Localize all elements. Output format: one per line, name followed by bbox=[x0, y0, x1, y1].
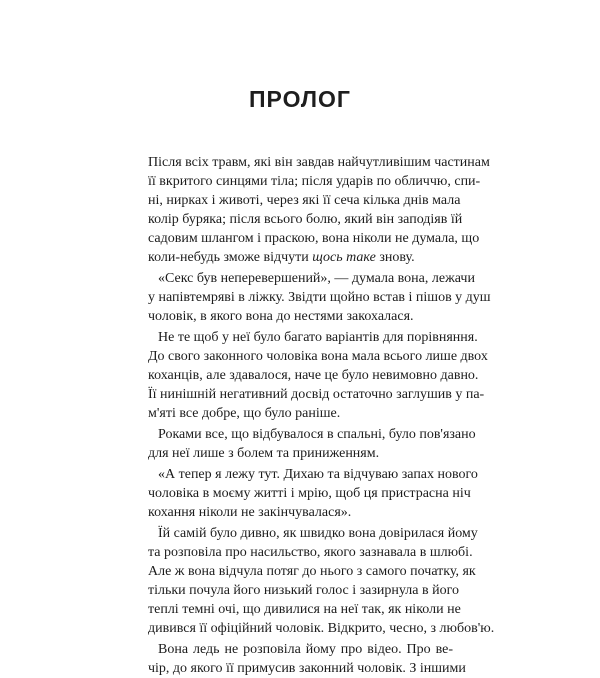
text-line: Її нинішній негативний досвід остаточно заглушив у па- bbox=[148, 387, 485, 402]
text-line: коханців, але здавалося, наче це було невимовно давно. bbox=[148, 368, 479, 383]
paragraph-1 bbox=[148, 153, 490, 267]
text-line: До свого законного чоловіка вона мала всього лише двох bbox=[148, 349, 488, 364]
text-line: чір, до якого її примусив законний чоловік. З іншими bbox=[148, 661, 466, 676]
text-line: Не те щоб у неї було багато варіантів для порівняння. bbox=[158, 330, 478, 345]
emphasis-text: щось таке bbox=[312, 250, 376, 265]
text-line: Вона ледь не розповіла йому про відео. Про ве- bbox=[158, 642, 453, 657]
paragraph-5 bbox=[148, 465, 478, 522]
text-line: Їй самій було дивно, як швидко вона довірилася йому bbox=[158, 526, 478, 541]
text-line: Після всіх травм, які він завдав найчутливішим частинам bbox=[148, 155, 490, 170]
text-line: тільки почула його низький голос і зазирнула в його bbox=[148, 583, 459, 598]
text-line: садовим шлангом і праскою, вона ніколи не думала, що bbox=[148, 231, 480, 246]
text-line: у напівтемряві в ліжку. Звідти щойно встав і пішов у душ bbox=[148, 290, 491, 305]
text-line: її вкритого синцями тіла; після ударів по обличчю, спи- bbox=[148, 174, 481, 189]
text-run: коли-небудь зможе відчути bbox=[148, 250, 313, 265]
paragraph-4 bbox=[148, 425, 476, 463]
text-line: для неї лише з болем та приниженням. bbox=[148, 446, 380, 461]
text-line: та розповіла про насильство, якого зазнавала в шлюбі. bbox=[148, 545, 473, 560]
text-line: «Секс був неперевершений», — думала вона, лежачи bbox=[158, 271, 475, 286]
chapter-body bbox=[148, 153, 495, 678]
paragraph-3 bbox=[148, 328, 488, 423]
text-line: колір буряка; після всього болю, який він заподіяв їй bbox=[148, 212, 463, 227]
text-line: чоловік, в якого вона до нестями закохалася. bbox=[148, 309, 414, 324]
text-line: кохання ніколи не закінчувалася». bbox=[148, 505, 352, 520]
text-line bbox=[148, 248, 453, 267]
text-line: теплі темні очі, що дивилися на неї так, як ніколи не bbox=[148, 602, 461, 617]
chapter-title: ПРОЛОГ bbox=[249, 86, 351, 112]
text-line: чоловіка в моєму житті і мрію, щоб ця пристрасна ніч bbox=[148, 486, 471, 501]
paragraph-7 bbox=[148, 640, 466, 678]
paragraph-6 bbox=[148, 524, 495, 638]
text-run: знову. bbox=[375, 250, 415, 265]
text-line: «А тепер я лежу тут. Дихаю та відчуваю запах нового bbox=[158, 467, 478, 482]
paragraph-2 bbox=[148, 269, 491, 326]
text-line: дивився її офіційний чоловік. Відкрито, чесно, з любов'ю. bbox=[148, 621, 495, 636]
text-line: Роками все, що відбувалося в спальні, було пов'язано bbox=[158, 427, 476, 442]
text-line: м'яті все добре, що було раніше. bbox=[148, 406, 341, 421]
text-line: Але ж вона відчула потяг до нього з самого початку, як bbox=[148, 564, 476, 579]
text-line: ні, нирках і животі, через які її сеча кілька днів мала bbox=[148, 193, 461, 208]
